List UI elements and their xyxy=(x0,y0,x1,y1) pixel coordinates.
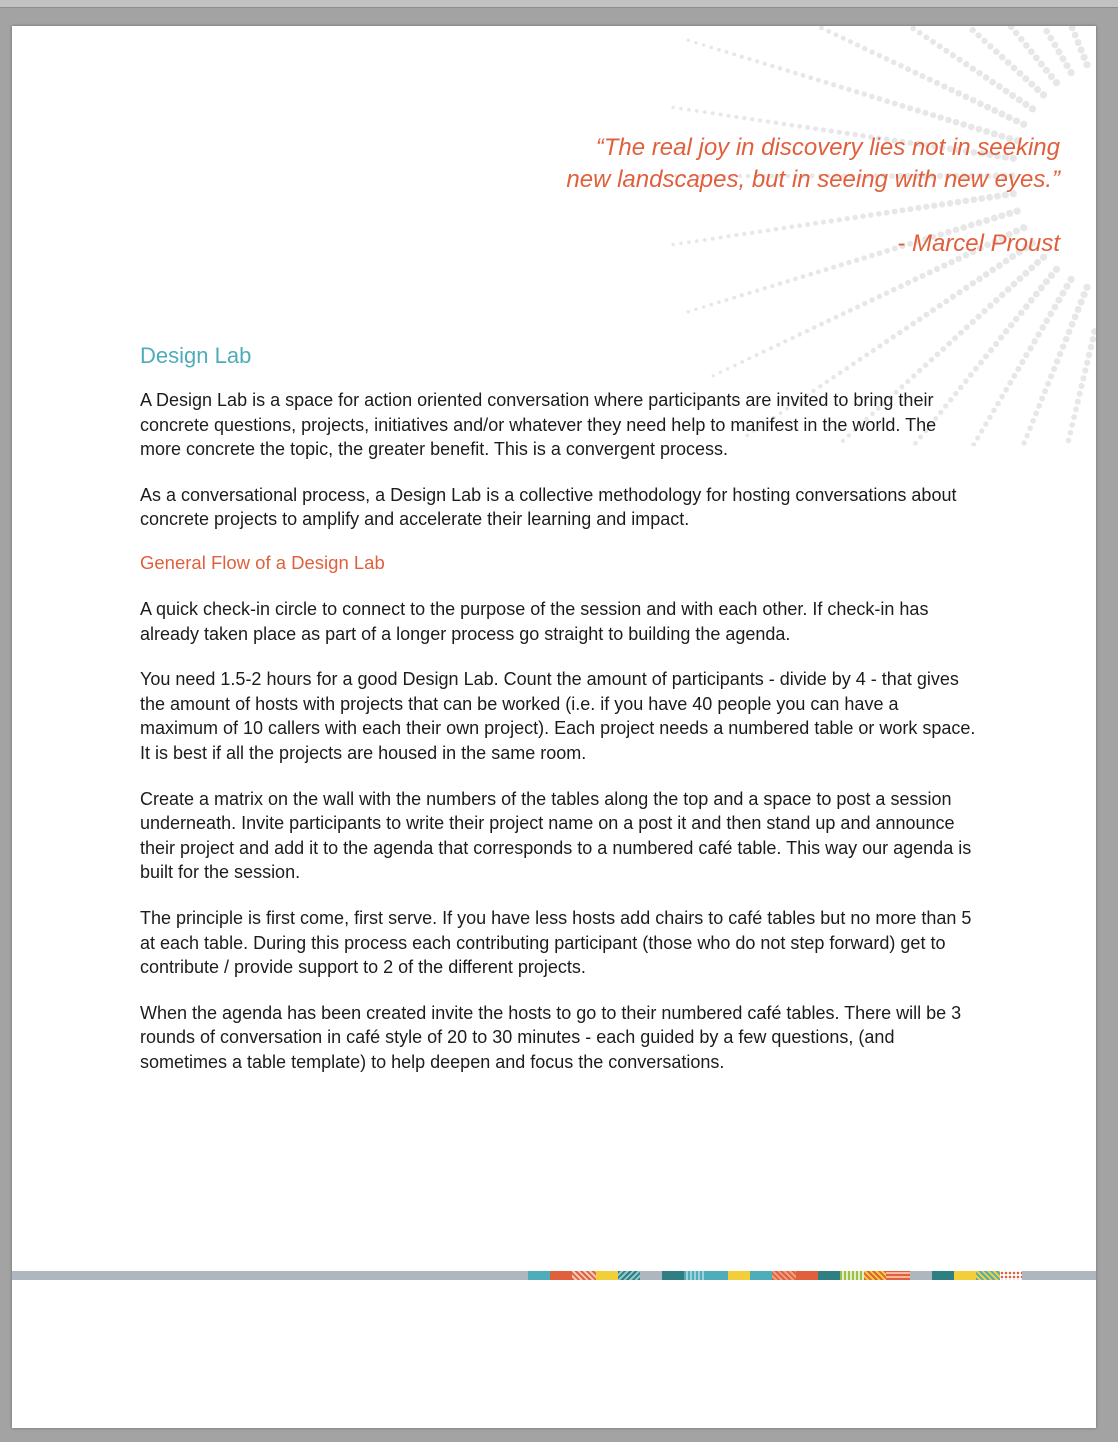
footer-block-mixed-pattern xyxy=(976,1271,1000,1280)
footer-block-orange-pattern-2 xyxy=(864,1271,886,1280)
quote xyxy=(440,132,1060,196)
quote-line-1: “The real joy in discovery lies not in seeking xyxy=(595,134,1060,161)
footer-block-teal xyxy=(528,1271,550,1280)
flow-paragraph-1: A quick check-in circle to connect to the purpose of the session and with each other. If check-in has already taken place as part of a longer process go straight to building the agenda. xyxy=(140,598,929,644)
intro-paragraph-1: A Design Lab is a space for action oriented conversation where participants are invited to bring their concrete questions, projects, initiatives and/or whatever they need help to manifest in the world. The more concrete the topic, the greater benefit. This is a convergent process. xyxy=(140,390,937,460)
footer-block-orange-dots xyxy=(1000,1271,1022,1280)
footer-block-teal-2 xyxy=(662,1271,684,1280)
flow-paragraph-4: The principle is first come, first serve. If you have less hosts add chairs to café tables but no more than 5 at each table. During this process each contributing participant (those who do not step forward) get to contribute / provide support to 2 of the different projects. xyxy=(140,907,972,978)
document-body xyxy=(140,341,980,1095)
flow-paragraph-2: You need 1.5-2 hours for a good Design Lab. Count the amount of participants - divide by 4 - that gives the amount of hosts with projects that can be worked (i.e. if you have 40 people you can have a maximum of 10 callers with each their own project). Each project needs a numbered table or work space. It is best if all the projects are housed in the same room. xyxy=(140,669,976,763)
flow-paragraph-3: Create a matrix on the wall with the numbers of the tables along the top and a space to post a session underneath. Invite participants to write their project name on a post it and then stand up and announce their project and add it to the agenda that corresponds to a numbered café table. This way our agenda is built for the session. xyxy=(140,788,972,883)
flow-paragraph-5: When the agenda has been created invite the hosts to go to their numbered café tables. There will be 3 rounds of conversation in café style of 20 to 30 minutes - each guided by a few questions, (and sometimes a table template) to help deepen and focus the conversations. xyxy=(140,1002,962,1072)
quote-line-2: new landscapes, but in seeing with new eyes.” xyxy=(566,166,1060,193)
footer-block-yellow-2 xyxy=(728,1271,750,1280)
footer-block-orange xyxy=(550,1271,572,1280)
footer-block-dark-teal-2 xyxy=(818,1271,840,1280)
footer-block-pattern xyxy=(572,1271,596,1280)
document-page xyxy=(12,26,1096,1428)
footer-block-dark-teal xyxy=(618,1271,640,1280)
footer-block-orange-2 xyxy=(796,1271,818,1280)
footer-bar xyxy=(12,1271,1096,1280)
footer-block-orange-3 xyxy=(886,1271,910,1280)
footer-block-yellow-3 xyxy=(954,1271,976,1280)
footer-block-green-pattern xyxy=(840,1271,864,1280)
subsection-heading: General Flow of a Design Lab xyxy=(140,551,385,573)
footer-block-teal-pattern xyxy=(684,1271,706,1280)
intro-paragraph-2: As a conversational process, a Design Lab is a collective methodology for hosting conversations about concrete projects to amplify and accelerate their learning and impact. xyxy=(140,484,957,530)
viewer-toolbar-edge xyxy=(0,0,1118,8)
footer-block-dark-teal-3 xyxy=(932,1271,954,1280)
section-heading: Design Lab xyxy=(140,343,252,368)
footer-block-orange-pattern xyxy=(772,1271,796,1280)
footer-block-teal-3 xyxy=(706,1271,728,1280)
footer-block-yellow xyxy=(596,1271,618,1280)
quote-author: - Marcel Proust xyxy=(897,230,1060,257)
footer-block-teal-4 xyxy=(750,1271,772,1280)
